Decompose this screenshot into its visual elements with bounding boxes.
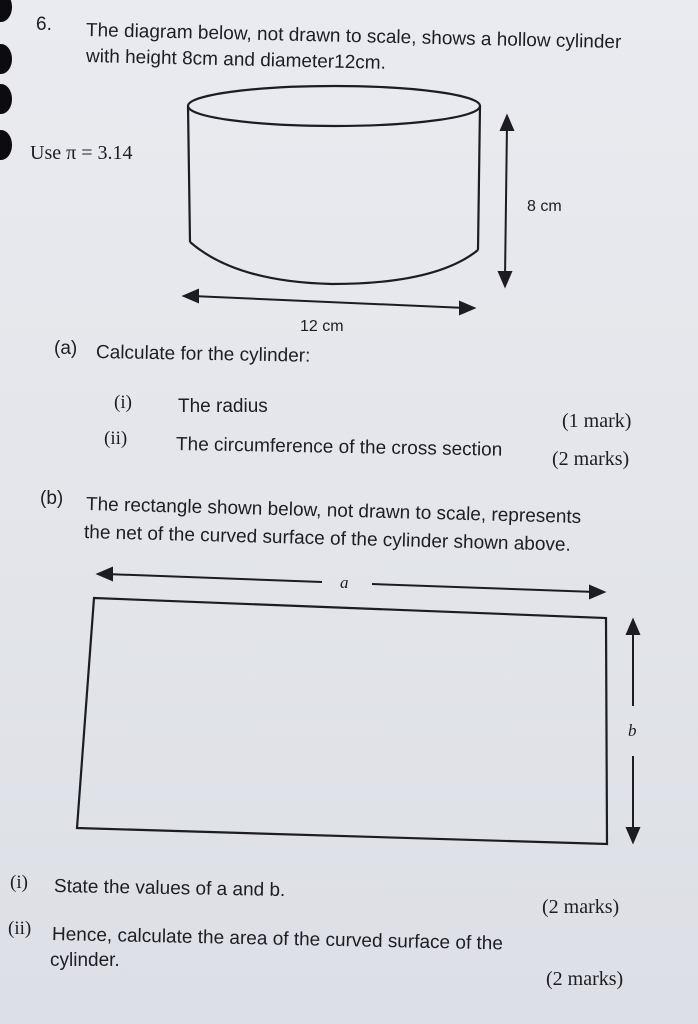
cylinder-right-side (478, 106, 480, 250)
intro-line-2: with height 8cm and diameter12cm. (85, 46, 387, 74)
net-width-arrow (98, 568, 604, 598)
part-a-item-1-text: The radius (178, 396, 268, 417)
cylinder-left-side (188, 106, 190, 242)
part-b-item-1-text: State the values of a and b. (53, 876, 286, 902)
part-a-item-2-marks: (2 marks) (552, 448, 630, 470)
diameter-label: 12 cm (300, 318, 344, 335)
cylinder-diagram (188, 86, 480, 284)
cylinder-height-arrow (499, 116, 513, 286)
part-b-item-2-marks: (2 marks) (546, 968, 624, 990)
cylinder-diameter-arrow (184, 290, 474, 314)
pi-note: Use π = 3.14 (30, 142, 133, 164)
part-b-item-1-num: (i) (10, 872, 28, 893)
part-b-line-1: The rectangle shown below, not drawn to scale, represents (85, 494, 582, 528)
part-b-line-2: the net of the curved surface of the cylinder shown above. (83, 522, 572, 556)
net-height-label: b (628, 721, 637, 740)
cylinder-bottom-arc (190, 242, 478, 284)
height-label: 8 cm (527, 198, 562, 215)
net-rectangle (77, 598, 607, 844)
part-b-item-2-line-2: cylinder. (50, 950, 120, 971)
part-a-item-1-num: (i) (114, 392, 132, 413)
intro-line-1: The diagram below, not drawn to scale, shows a hollow cylinder (85, 20, 622, 54)
cylinder-top-ellipse (188, 86, 480, 126)
net-width-label: a (340, 573, 349, 592)
part-b-item-1-marks: (2 marks) (542, 896, 620, 918)
part-b-item-2-line-1: Hence, calculate the area of the curved surface of the (51, 924, 504, 955)
part-a-item-2-text: The circumference of the cross section (175, 434, 503, 461)
part-b-item-2-num: (ii) (8, 918, 32, 939)
question-number: 6. (36, 14, 52, 35)
part-a-item-2-num: (ii) (104, 428, 128, 449)
part-a-item-1-marks: (1 mark) (562, 410, 632, 432)
part-a-label: (a) (54, 338, 78, 359)
part-b-label: (b) (40, 488, 64, 509)
part-a-prompt: Calculate for the cylinder: (95, 342, 311, 367)
